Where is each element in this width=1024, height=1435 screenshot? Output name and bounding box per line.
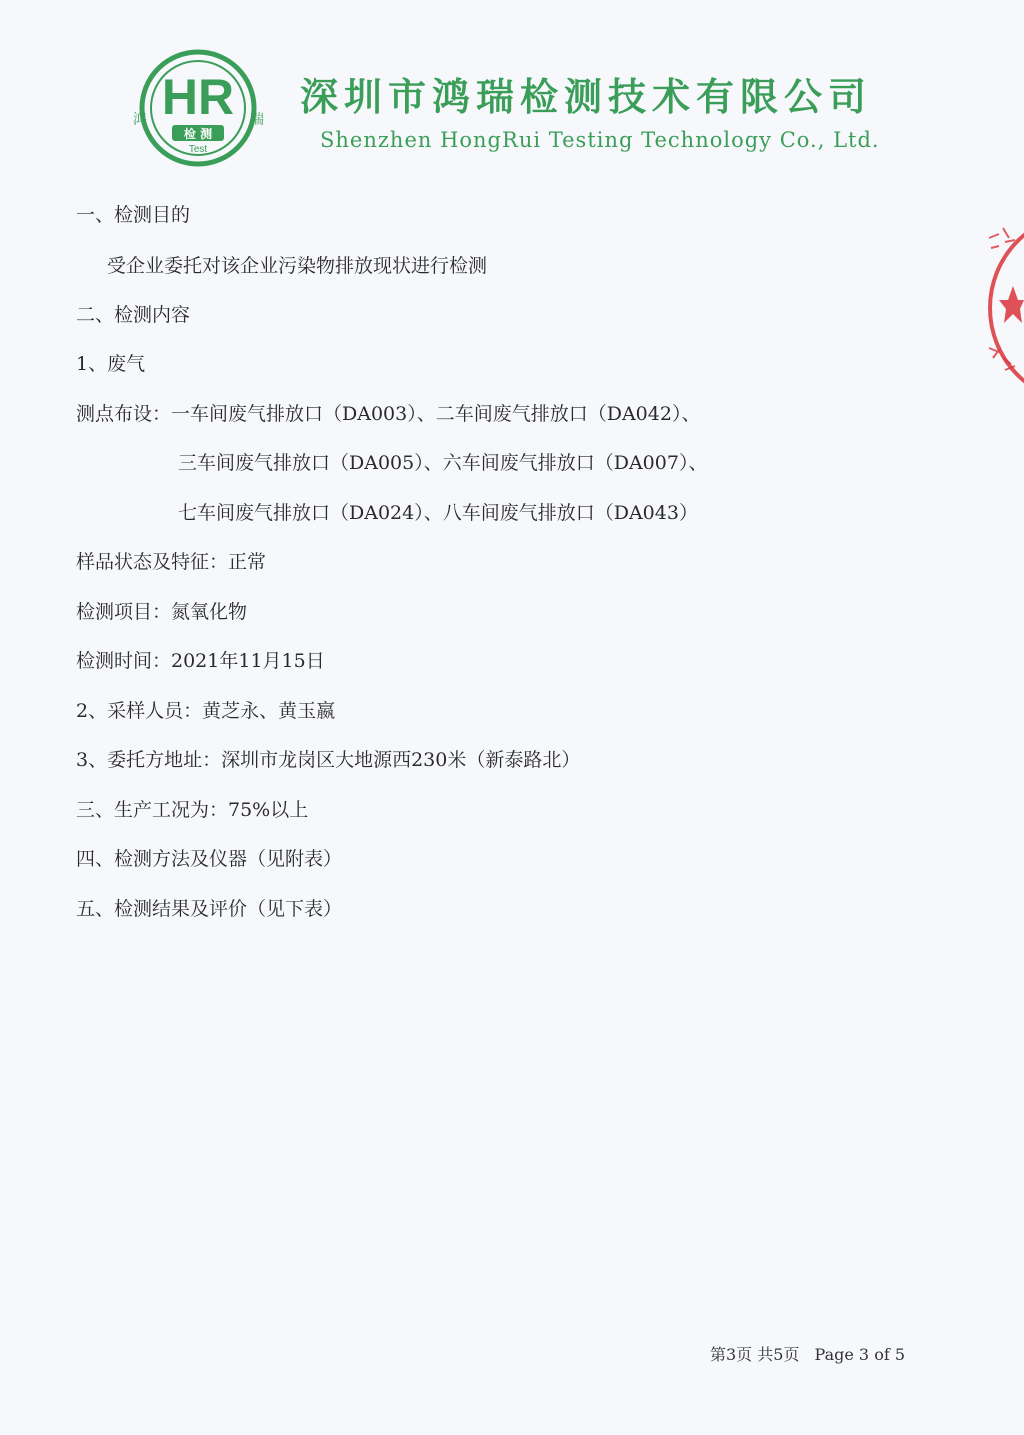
production-condition: 三、生产工况为：75%以上: [76, 799, 309, 821]
section4-title: 四、检测方法及仪器（见附表）: [76, 848, 343, 870]
sampling-staff: 2、采样人员：黄芝永、黄玉嬴: [76, 700, 336, 722]
company-logo: [130, 48, 266, 168]
page-footer: [710, 1342, 905, 1365]
logo-cn-label: 检 测: [183, 127, 213, 141]
seal-stamp: [975, 208, 1024, 413]
client-address: 3、委托方地址：深圳市龙岗区大地源西230米（新泰路北）: [76, 749, 581, 771]
logo-left-char: 鸿: [133, 112, 147, 128]
points-line-1: 测点布设：一车间废气排放口（DA003）、二车间废气排放口（DA042）、: [76, 403, 701, 425]
item1-title: 1、废气: [76, 353, 146, 375]
test-item: 检测项目：氮氧化物: [76, 601, 248, 623]
company-name-en: Shenzhen HongRui Testing Technology Co., Ltd.: [320, 128, 880, 152]
logo-right-char: 瑞: [250, 112, 264, 128]
logo-en-label: Test: [188, 144, 208, 155]
section1-title: 一、检测目的: [76, 204, 191, 226]
section5-title: 五、检测结果及评价（见下表）: [76, 898, 343, 920]
company-name-cn: 深圳市鸿瑞检测技术有限公司: [300, 75, 873, 119]
sample-state: 样品状态及特征：正常: [76, 551, 267, 573]
section2-title: 二、检测内容: [76, 304, 191, 326]
logo-initials: HR: [161, 69, 235, 125]
section1-text: 受企业委托对该企业污染物排放现状进行检测: [107, 255, 488, 277]
points-line-2: 三车间废气排放口（DA005）、六车间废气排放口（DA007）、: [178, 452, 708, 474]
page-number-cn: 第3页 共5页: [710, 1345, 800, 1364]
points-line-3: 七车间废气排放口（DA024）、八车间废气排放口（DA043）: [178, 502, 698, 524]
page-number-en: Page 3 of 5: [814, 1345, 906, 1364]
test-time: 检测时间：2021年11月15日: [76, 650, 325, 672]
